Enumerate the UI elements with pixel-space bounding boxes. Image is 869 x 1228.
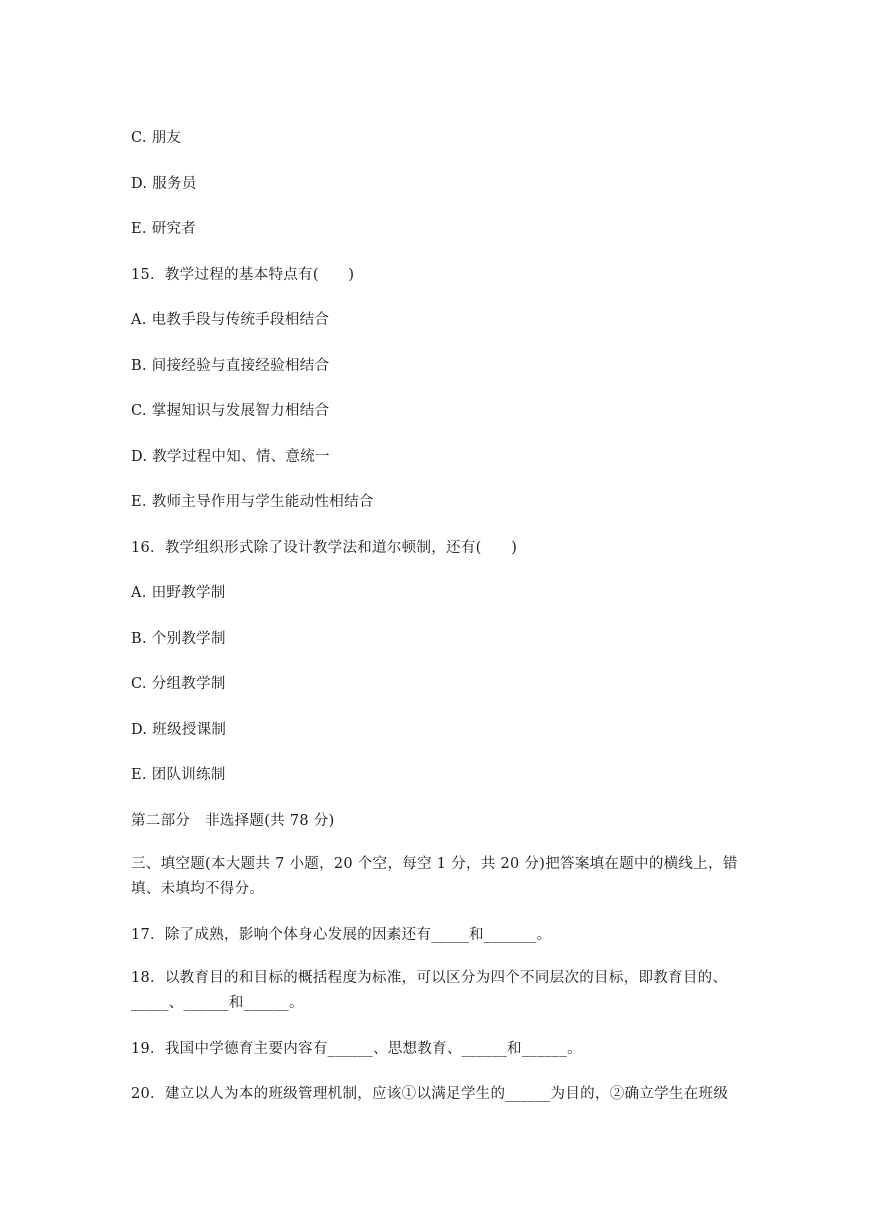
q15-option-e: E. 教师主导作用与学生能动性相结合 [131,494,374,510]
q14-option-e: E. 研究者 [131,221,197,237]
section3-instruction: 三、填空题(本大题共 7 小题，20 个空，每空 1 分，共 20 分)把答案填在题中的横线上，错填、未填均不得分。 [131,856,738,897]
q14-option-d: D. 服务员 [131,176,197,192]
q16-option-c: C. 分组教学制 [131,676,226,692]
part2-heading: 第二部分 非选择题(共 78 分) [131,813,335,829]
q14-option-c: C. 朋友 [131,130,182,146]
q15-stem: 15．教学过程的基本特点有( ) [131,267,355,283]
q17-text: 17．除了成熟，影响个体身心发展的因素还有_____和_______。 [131,927,552,943]
q20-text: 20．建立以人为本的班级管理机制，应该①以满足学生的______为目的，②确立学生在班级 [131,1086,729,1102]
q16-option-e: E. 团队训练制 [131,767,226,783]
q19-text: 19．我国中学德育主要内容有______、思想教育、______和______。 [131,1041,582,1057]
q16-option-a: A. 田野教学制 [131,585,226,601]
q18-text: 18．以教育目的和目标的概括程度为标准，可以区分为四个不同层次的目标，即教育目的、_____、______和______。 [131,970,728,1011]
q15-option-a: A. 电教手段与传统手段相结合 [131,312,330,328]
q16-option-d: D. 班级授课制 [131,722,227,738]
q15-option-b: B. 间接经验与直接经验相结合 [131,358,330,374]
q15-option-d: D. 教学过程中知、情、意统一 [131,449,330,465]
q15-option-c: C. 掌握知识与发展智力相结合 [131,403,330,419]
q16-option-b: B. 个别教学制 [131,631,226,647]
q16-stem: 16．教学组织形式除了设计教学法和道尔顿制，还有( ) [131,540,518,556]
